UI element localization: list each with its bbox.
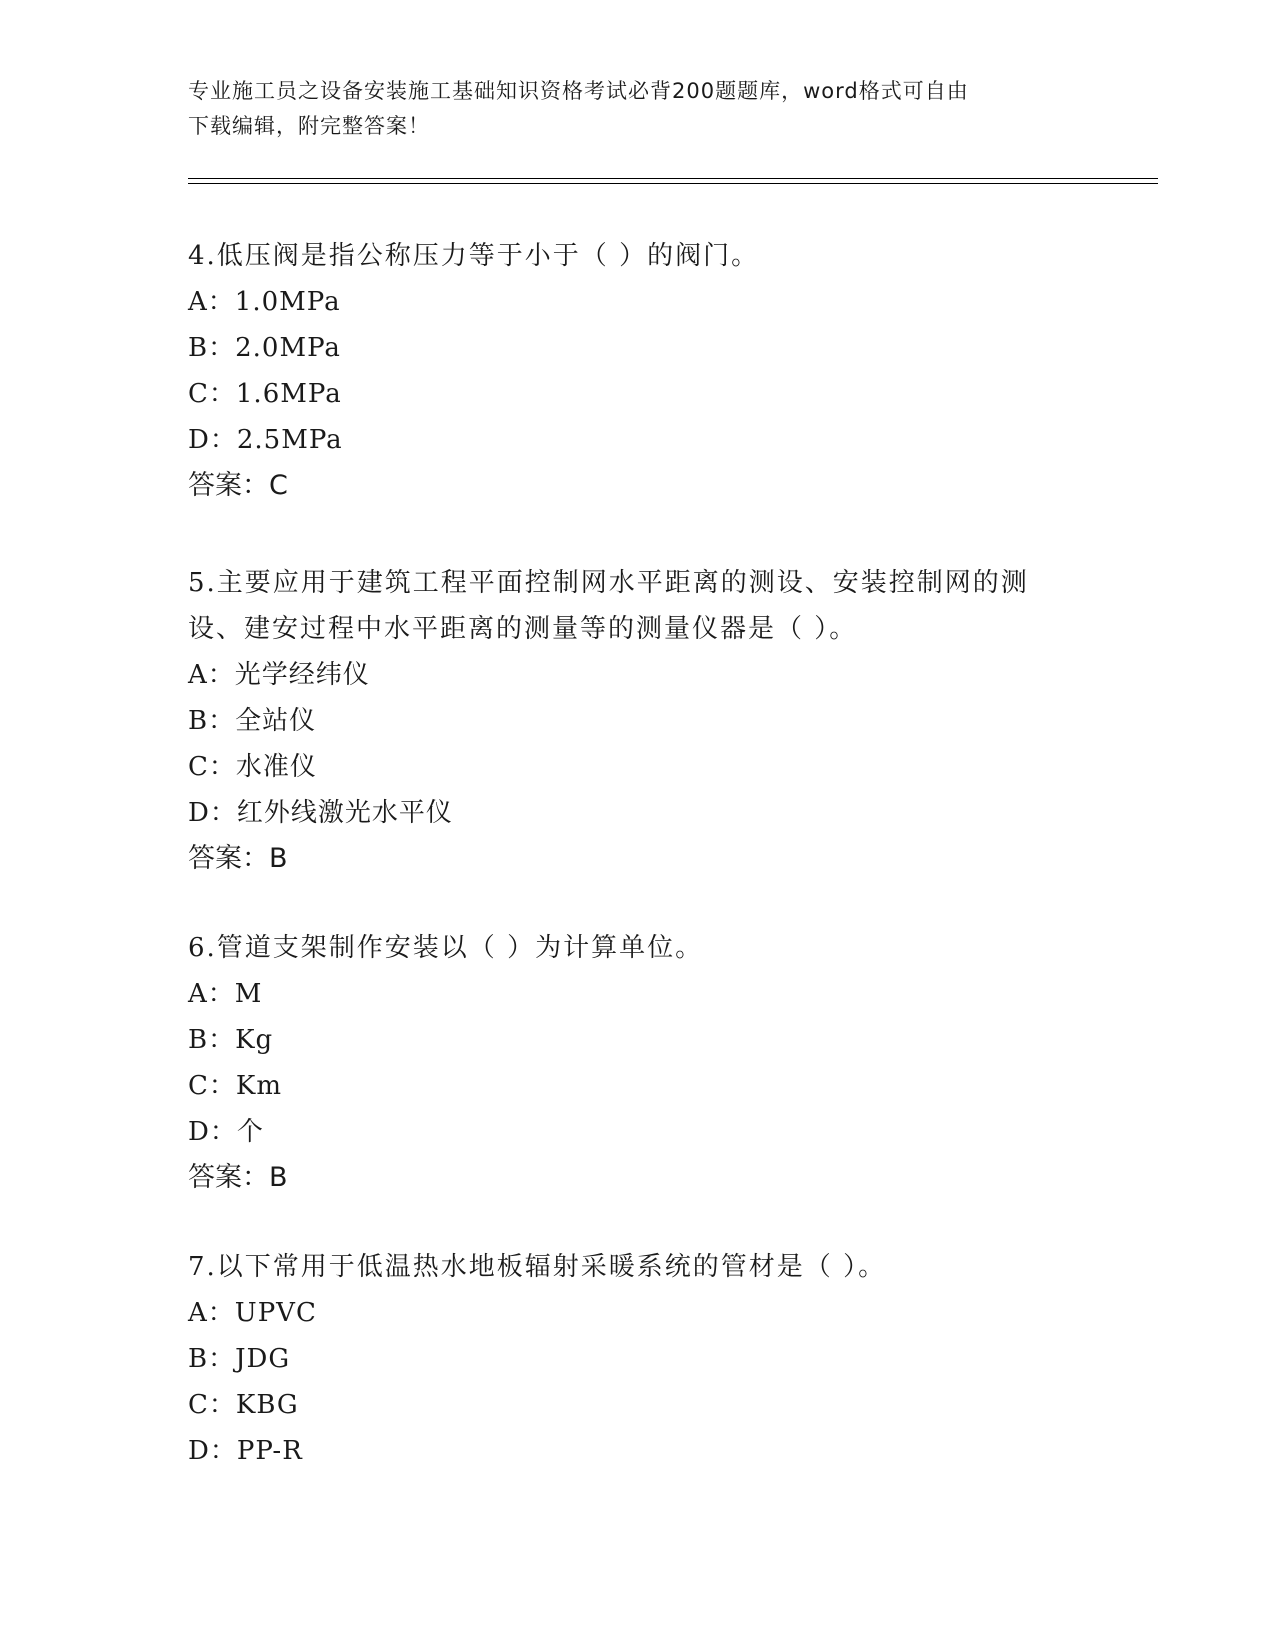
option-b: B：Kg — [188, 1025, 274, 1055]
header-line-1: 专业施工员之设备安装施工基础知识资格考试必背200题题库，word格式可自由 — [188, 79, 969, 103]
option-d: D：红外线激光水平仪 — [188, 798, 453, 828]
option-d: D：PP-R — [188, 1436, 303, 1466]
option-b: B：2.0MPa — [188, 333, 341, 363]
answer-label: 答案：C — [188, 470, 288, 501]
question-5 — [188, 560, 1088, 882]
question-7 — [188, 1244, 1088, 1474]
option-b: B：全站仪 — [188, 706, 317, 736]
question-6 — [188, 925, 1088, 1201]
question-4 — [188, 233, 1088, 509]
option-c: C：1.6MPa — [188, 379, 342, 409]
question-text-line-1: 5.主要应用于建筑工程平面控制网水平距离的测设、安装控制网的测 — [188, 568, 1029, 598]
question-text-line-2: 设、建安过程中水平距离的测量等的测量仪器是（ ）。 — [188, 614, 858, 644]
answer-label: 答案：B — [188, 843, 288, 874]
option-a: A：光学经纬仪 — [188, 660, 370, 690]
option-a: A：UPVC — [188, 1298, 317, 1328]
header-line-2: 下载编辑，附完整答案！ — [188, 114, 430, 138]
question-text: 6.管道支架制作安装以（ ）为计算单位。 — [188, 933, 704, 963]
option-d: D：2.5MPa — [188, 425, 343, 455]
option-a: A：1.0MPa — [188, 287, 341, 317]
option-d: D：个 — [188, 1117, 264, 1147]
document-header — [188, 74, 1088, 144]
question-text: 7.以下常用于低温热水地板辐射采暖系统的管材是（ ）。 — [188, 1252, 887, 1282]
header-divider-top — [188, 178, 1158, 179]
option-c: C：KBG — [188, 1390, 299, 1420]
option-a: A：M — [188, 979, 263, 1009]
option-b: B：JDG — [188, 1344, 291, 1374]
question-text: 4.低压阀是指公称压力等于小于（ ）的阀门。 — [188, 241, 760, 271]
option-c: C：水准仪 — [188, 752, 317, 782]
header-divider-bottom — [188, 183, 1158, 184]
option-c: C：Km — [188, 1071, 282, 1101]
answer-label: 答案：B — [188, 1162, 288, 1193]
